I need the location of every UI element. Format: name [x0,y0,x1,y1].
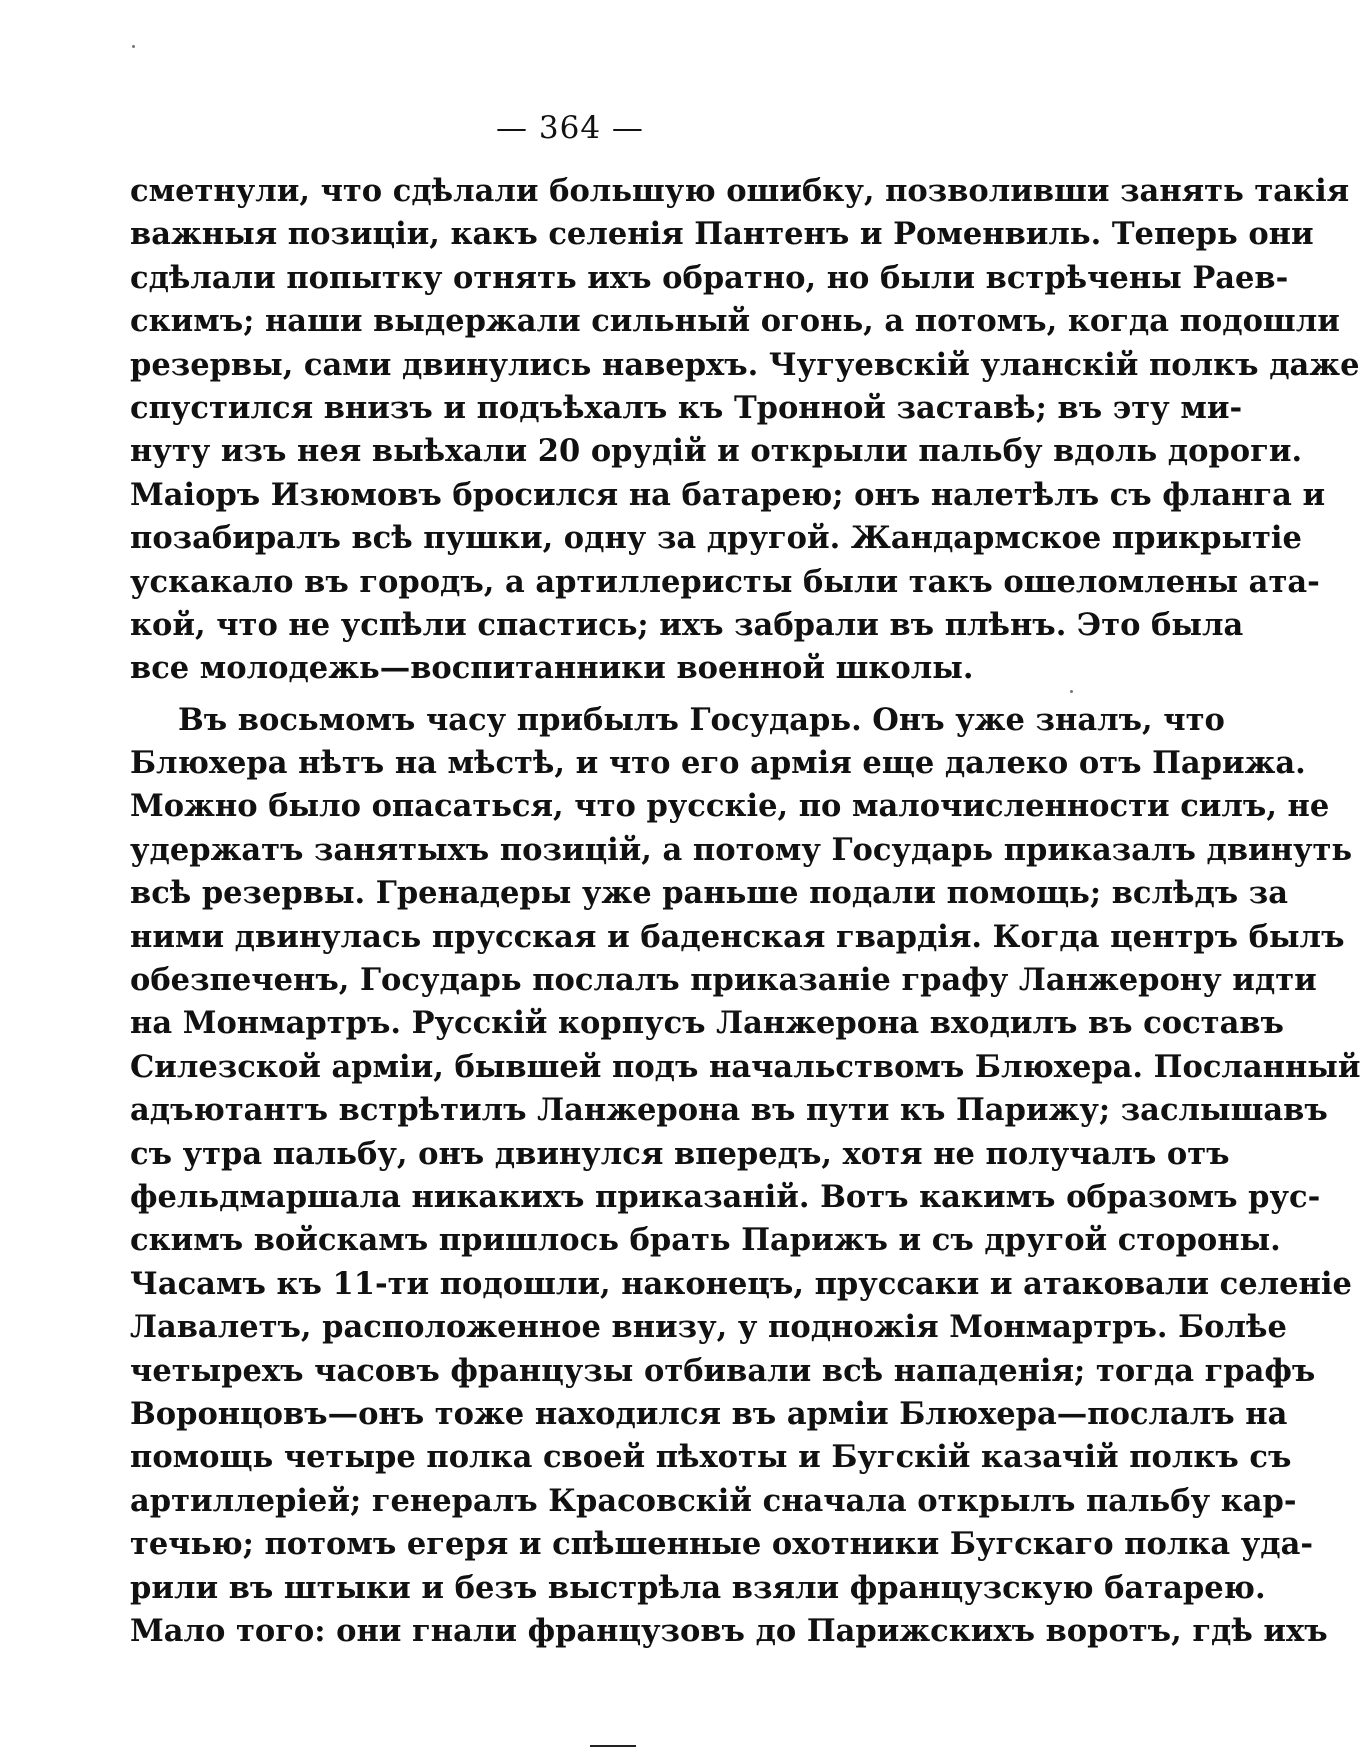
text-line: Лавалетъ, расположенное внизу, у подножія Монмартръ. Болѣе [130,1309,1287,1346]
text-line: артиллеріей; генералъ Красовскій сначала открылъ пальбу кар- [130,1482,1297,1519]
text-line: Въ восьмомъ часу прибылъ Государь. Онъ уже зналъ, что [178,701,1225,738]
paragraph-gap [130,691,1044,699]
text-line: спустился внизъ и подъѣхалъ къ Тронной заставѣ; въ эту ми- [130,389,1243,426]
text-line: ускакало въ городъ, а артиллеристы были такъ ошеломлены ата- [130,563,1320,600]
text-line: Блюхера нѣтъ на мѣстѣ, и что его армія еще далеко отъ Парижа. [130,745,1306,782]
text-line: Мало того: они гнали французовъ до Парижскихъ воротъ, гдѣ ихъ [130,1612,1328,1649]
text-line: четырехъ часовъ французы отбивали всѣ нападенія; тогда графъ [130,1352,1316,1389]
text-line: адъютантъ встрѣтилъ Ланжерона въ пути къ Парижу; заслышавъ [130,1092,1328,1129]
body-text [130,170,1361,1653]
paragraph-1 [130,170,1360,691]
text-line: течью; потомъ егеря и спѣшенные охотники Бугскаго полка уда- [130,1526,1314,1563]
text-line: Часамъ къ 11-ти подошли, наконецъ, пруссаки и атаковали селеніе [130,1265,1352,1302]
text-line: кой, что не успѣли спастись; ихъ забрали въ плѣнъ. Это была [130,606,1244,643]
text-line: съ утра пальбу, онъ двинулся впередъ, хотя не получалъ отъ [130,1135,1230,1172]
text-line: Маіоръ Изюмовъ бросился на батарею; онъ налетѣлъ съ фланга и [130,476,1326,513]
text-line: ними двинулась прусская и баденская гвардія. Когда центръ былъ [130,918,1345,955]
text-line: Воронцовъ—онъ тоже находился въ арміи Блюхера—послалъ на [130,1395,1288,1432]
text-line: Можно было опасаться, что русскіе, по малочисленности силъ, не [130,788,1330,825]
text-line: на Монмартръ. Русскій корпусъ Ланжерона входилъ въ составъ [130,1005,1284,1042]
text-line: Силезской арміи, бывшей подъ начальствомъ Блюхера. Посланный [130,1048,1361,1085]
text-line: нуту изъ нея выѣхали 20 орудій и открыли пальбу вдоль дороги. [130,433,1303,470]
text-line: помощь четыре полка своей пѣхоты и Бугскій казачій полкъ съ [130,1439,1292,1476]
text-line: сдѣлали попытку отнять ихъ обратно, но были встрѣчены Раев- [130,259,1289,296]
scan-speck-margin [1070,690,1073,693]
scan-speck-top [132,45,135,48]
text-line: всѣ резервы. Гренадеры уже раньше подали помощь; вслѣдъ за [130,875,1289,912]
text-line: фельдмаршала никакихъ приказаній. Вотъ какимъ образомъ рус- [130,1178,1321,1215]
text-line: обезпеченъ, Государь послалъ приказаніе графу Ланжерону идти [130,962,1317,999]
text-line: скимъ войскамъ пришлось брать Парижъ и съ другой стороны. [130,1222,1281,1259]
text-line: все молодежь—воспитанники военной школы. [130,650,974,687]
text-line: позабиралъ всѣ пушки, одну за другой. Жандармское прикрытіе [130,520,1302,557]
text-line: сметнули, что сдѣлали большую ошибку, позволивши занять такія [130,173,1350,209]
paragraph-2 [130,699,1361,1654]
text-line: резервы, сами двинулись наверхъ. Чугуевскій уланскій полкъ даже [130,346,1360,383]
footer-rule [590,1745,636,1747]
text-line: удержатъ занятыхъ позицій, а потому Государь приказалъ двинуть [130,831,1353,868]
page-number: — 364 — [496,110,644,146]
text-line: скимъ; наши выдержали сильный огонь, а потомъ, когда подошли [130,303,1340,340]
text-line: важныя позиціи, какъ селенія Пантенъ и Роменвиль. Теперь они [130,216,1314,253]
text-line: рили въ штыки и безъ выстрѣла взяли французскую батарею. [130,1569,1266,1606]
